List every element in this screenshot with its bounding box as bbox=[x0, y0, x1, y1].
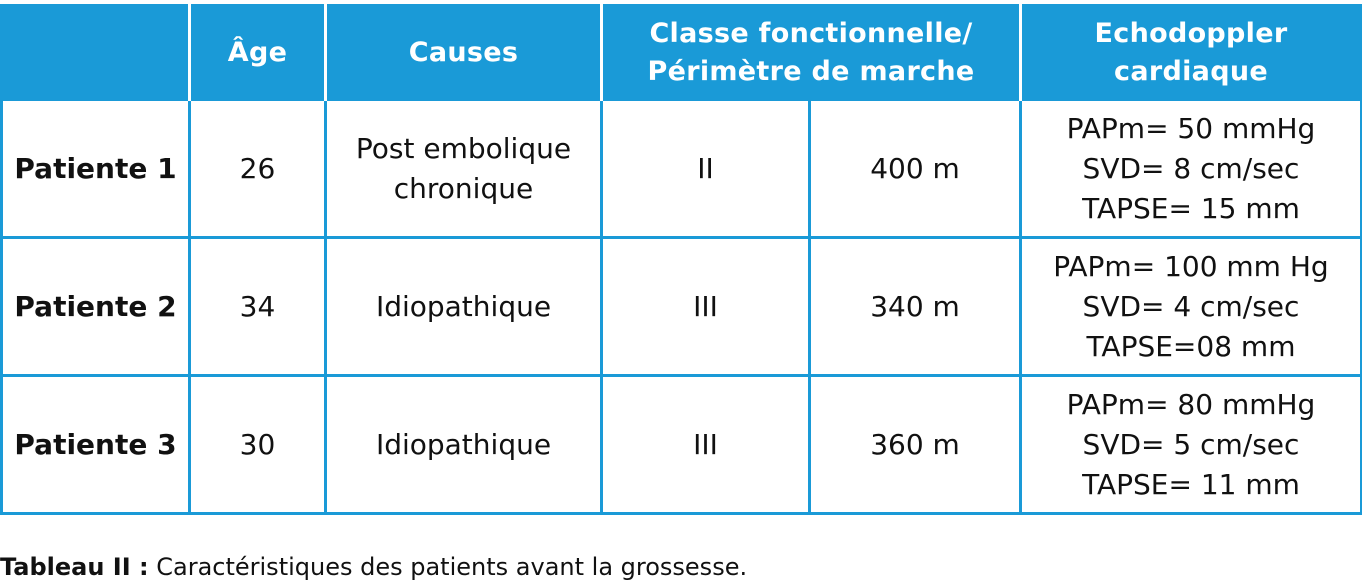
echo-svd: SVD= 5 cm/sec bbox=[1082, 427, 1300, 461]
header-row bbox=[2, 6, 1362, 100]
echo-papm: PAPm= 100 mm Hg bbox=[1053, 249, 1329, 283]
cause-line1: Post embolique bbox=[355, 131, 572, 165]
header-causes: Causes bbox=[326, 6, 602, 100]
echo-papm: PAPm= 80 mmHg bbox=[1066, 387, 1316, 421]
header-classe-line1: Classe fonctionnelle/ bbox=[649, 17, 973, 49]
perimetre-cell: 340 m bbox=[810, 238, 1021, 376]
table-header bbox=[2, 6, 1362, 100]
caption-label: Tableau II : bbox=[0, 553, 149, 581]
header-echo-line1: Echodoppler bbox=[1094, 17, 1288, 49]
perimetre-cell: 360 m bbox=[810, 376, 1021, 514]
classe-cell: II bbox=[602, 100, 810, 238]
patient-characteristics-table bbox=[0, 4, 1362, 515]
echo-cell bbox=[1021, 100, 1362, 238]
table-row bbox=[2, 376, 1362, 514]
header-classe-fonctionnelle bbox=[602, 6, 1021, 100]
age-cell: 34 bbox=[190, 238, 326, 376]
echo-papm: PAPm= 50 mmHg bbox=[1066, 111, 1316, 145]
header-echo-line2: cardiaque bbox=[1114, 55, 1268, 87]
patient-characteristics-table-container bbox=[0, 4, 1360, 515]
echo-svd: SVD= 4 cm/sec bbox=[1082, 289, 1300, 323]
age-cell: 30 bbox=[190, 376, 326, 514]
table-row bbox=[2, 238, 1362, 376]
cause-cell bbox=[326, 100, 602, 238]
perimetre-cell: 400 m bbox=[810, 100, 1021, 238]
classe-cell: III bbox=[602, 238, 810, 376]
patient-label: Patiente 2 bbox=[2, 238, 190, 376]
header-classe-line2: Périmètre de marche bbox=[647, 55, 975, 87]
cause-cell bbox=[326, 238, 602, 376]
table-body bbox=[2, 100, 1362, 514]
patient-label: Patiente 3 bbox=[2, 376, 190, 514]
cause-line1: Idiopathique bbox=[375, 289, 552, 323]
header-empty-cell bbox=[2, 6, 190, 100]
cause-line1: Idiopathique bbox=[375, 427, 552, 461]
cause-line2: chronique bbox=[393, 171, 534, 205]
echo-tapse: TAPSE= 15 mm bbox=[1082, 191, 1300, 225]
table-caption bbox=[0, 552, 747, 582]
echo-svd: SVD= 8 cm/sec bbox=[1082, 151, 1300, 185]
header-age: Âge bbox=[190, 6, 326, 100]
echo-tapse: TAPSE=08 mm bbox=[1086, 329, 1296, 363]
echo-cell bbox=[1021, 238, 1362, 376]
table-row bbox=[2, 100, 1362, 238]
age-cell: 26 bbox=[190, 100, 326, 238]
header-echodoppler bbox=[1021, 6, 1362, 100]
classe-cell: III bbox=[602, 376, 810, 514]
echo-cell bbox=[1021, 376, 1362, 514]
echo-tapse: TAPSE= 11 mm bbox=[1082, 467, 1300, 501]
caption-text: Caractéristiques des patients avant la grossesse. bbox=[148, 553, 748, 581]
patient-label: Patiente 1 bbox=[2, 100, 190, 238]
cause-cell bbox=[326, 376, 602, 514]
